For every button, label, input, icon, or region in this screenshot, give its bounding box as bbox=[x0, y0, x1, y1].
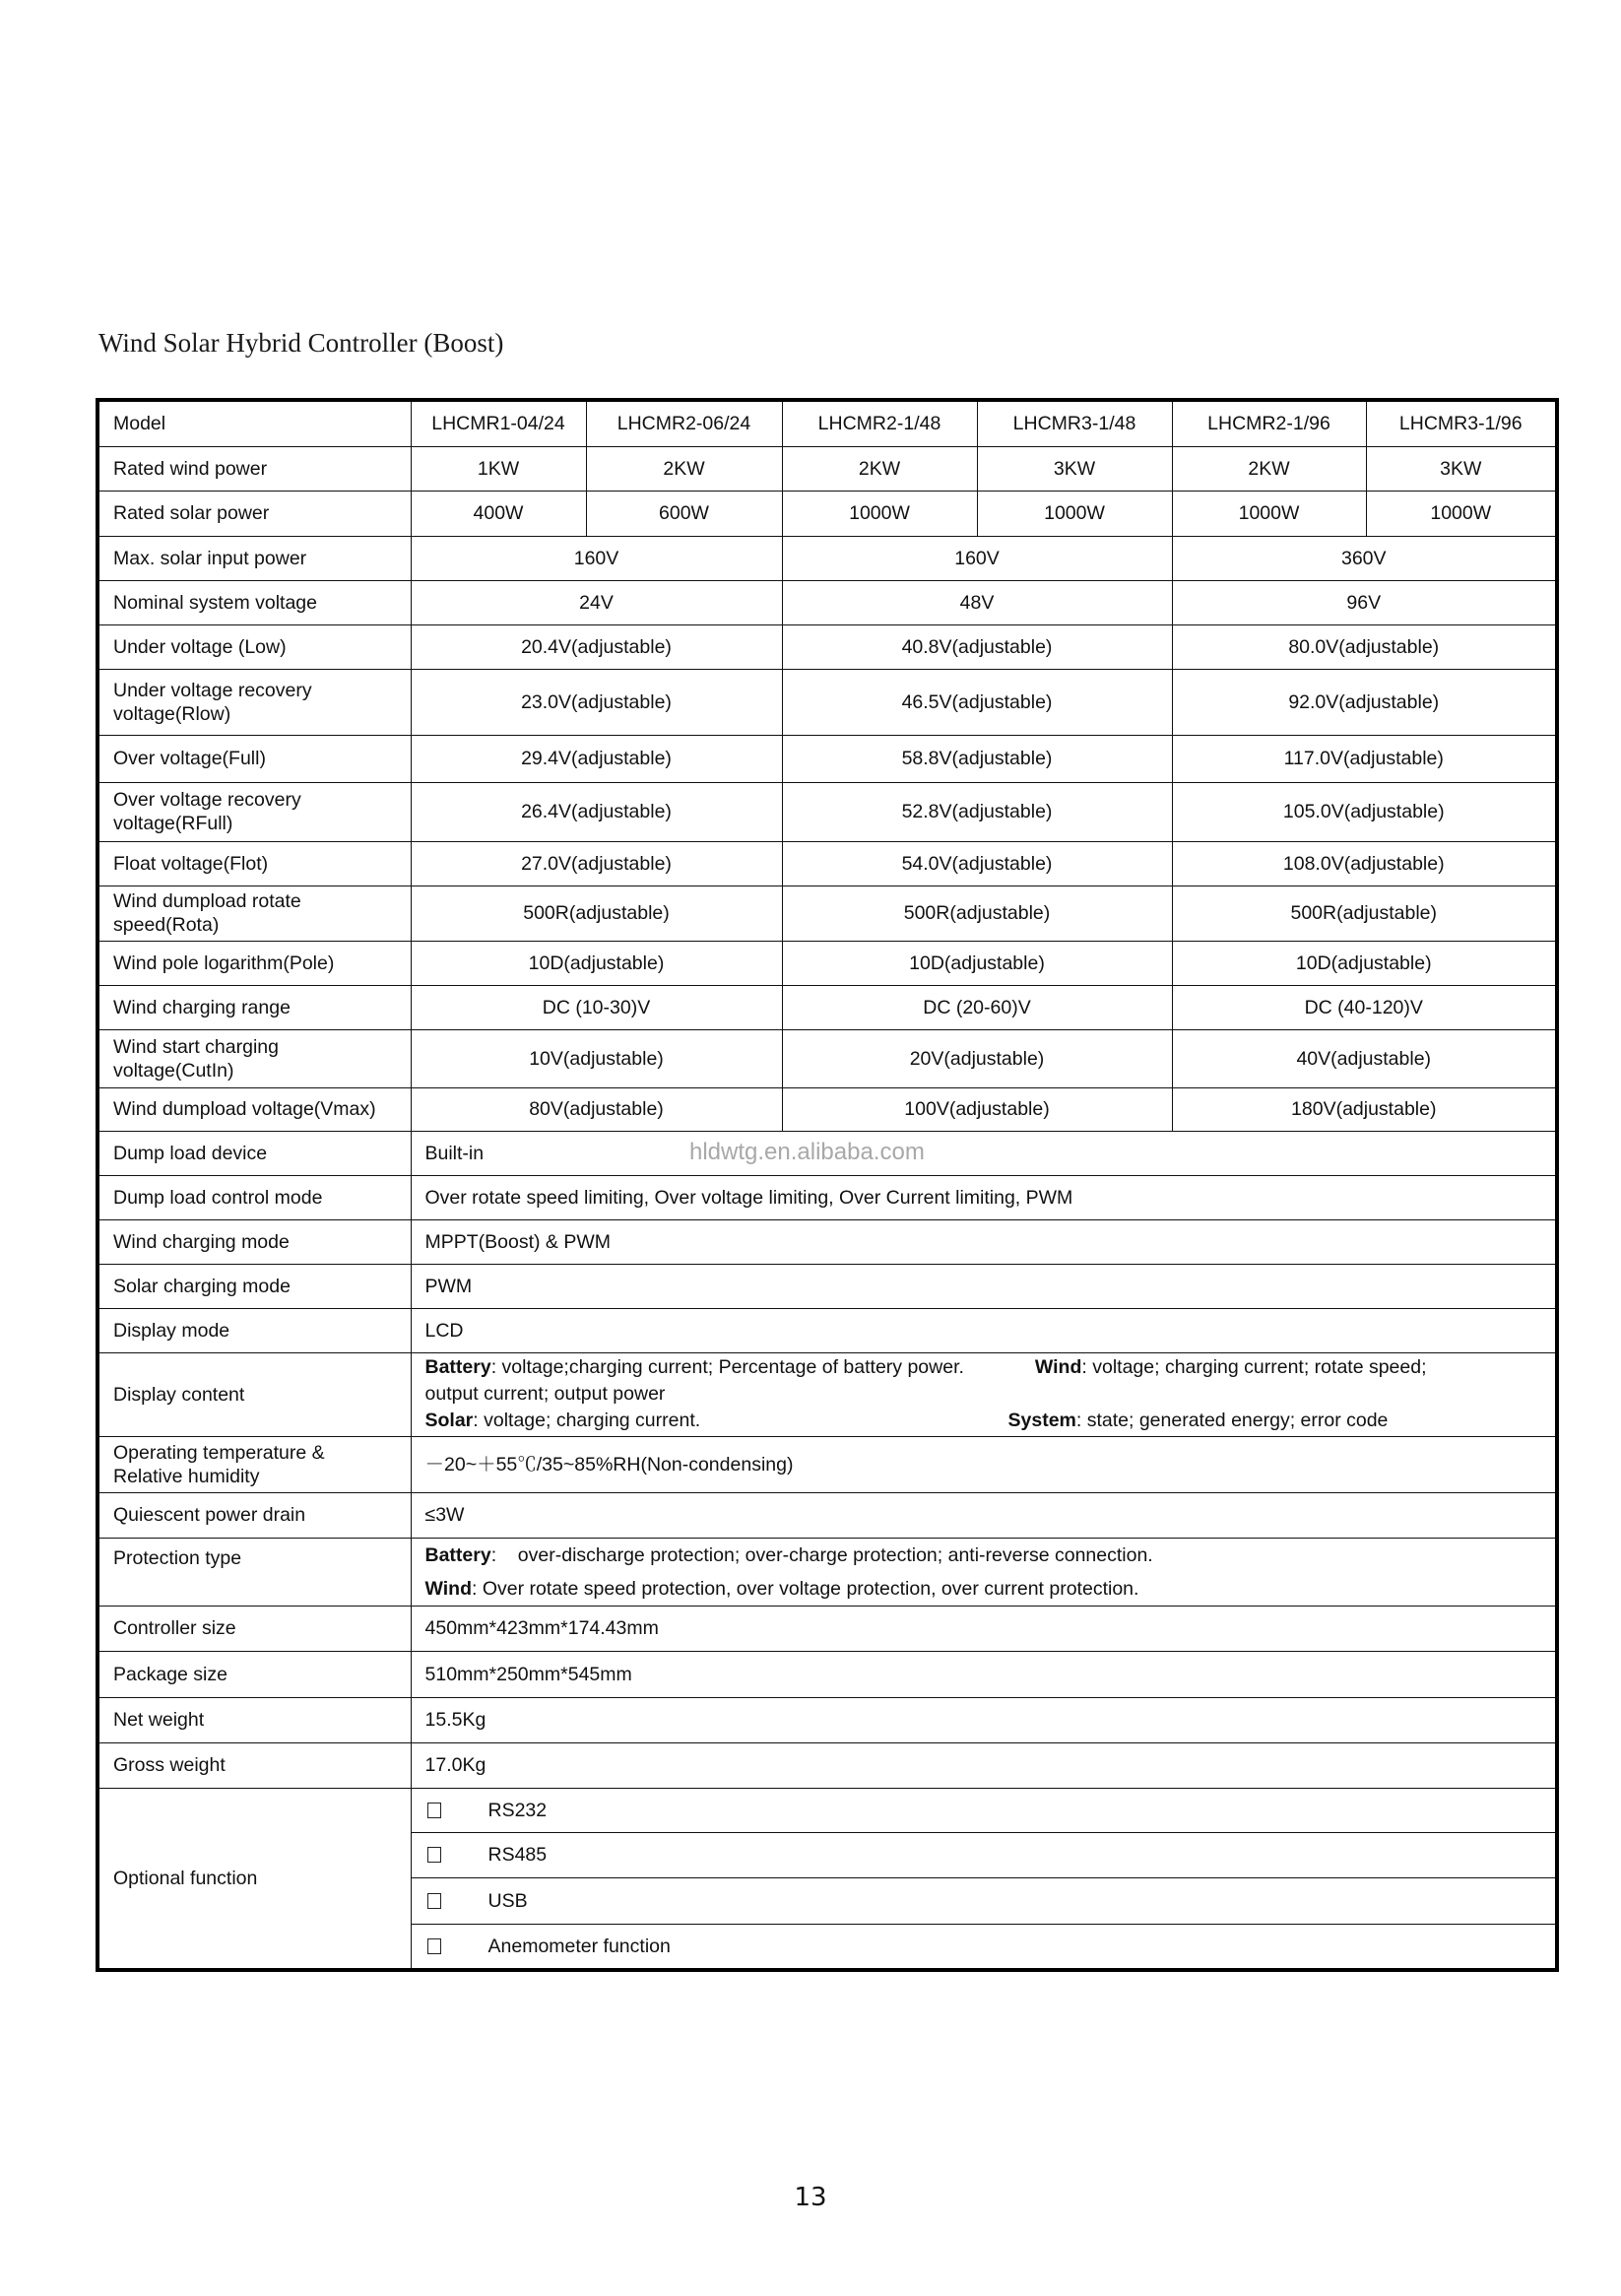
table-row-quiescent bbox=[97, 1492, 1557, 1538]
display-line-1 bbox=[425, 1354, 1556, 1381]
value-cell: 500R(adjustable) bbox=[1172, 886, 1557, 941]
optional-item-label: Anemometer function bbox=[487, 1935, 671, 1957]
model-cell: LHCMR1-04/24 bbox=[411, 400, 586, 446]
model-cell: LHCMR3-1/48 bbox=[977, 400, 1172, 446]
value-cell: DC (20-60)V bbox=[782, 985, 1172, 1029]
row-label: Max. solar input power bbox=[97, 536, 411, 580]
value-cell: 10D(adjustable) bbox=[1172, 941, 1557, 985]
page-number: 13 bbox=[794, 2183, 827, 2212]
row-label: Protection type bbox=[97, 1538, 411, 1606]
model-cell: LHCMR2-06/24 bbox=[586, 400, 782, 446]
system-value: : state; generated energy; error code bbox=[1075, 1410, 1389, 1431]
row-label: Under voltage (Low) bbox=[97, 624, 411, 669]
table-row-tail bbox=[97, 1742, 1557, 1788]
value-cell: 10V(adjustable) bbox=[411, 1029, 782, 1087]
wind-key: Wind bbox=[424, 1577, 472, 1600]
solar-value: : voltage; charging current. bbox=[473, 1410, 701, 1431]
row-label: Gross weight bbox=[97, 1742, 411, 1788]
row-label: Quiescent power drain bbox=[97, 1492, 411, 1538]
protection-battery-line bbox=[425, 1539, 1556, 1572]
table-row-grouped bbox=[97, 669, 1557, 735]
value-cell: 23.0V(adjustable) bbox=[411, 669, 782, 735]
value-cell: 105.0V(adjustable) bbox=[1172, 782, 1557, 841]
value-cell: 500R(adjustable) bbox=[411, 886, 782, 941]
table-row-grouped bbox=[97, 985, 1557, 1029]
table-row-common bbox=[97, 1264, 1557, 1308]
protection-wind-line bbox=[425, 1572, 1556, 1606]
table-row-grouped bbox=[97, 782, 1557, 841]
row-label: Dump load device bbox=[97, 1131, 411, 1175]
table-row-grouped bbox=[97, 536, 1557, 580]
optional-item bbox=[411, 1832, 1557, 1877]
value-cell: 54.0V(adjustable) bbox=[782, 841, 1172, 886]
row-label: Display content bbox=[97, 1352, 411, 1436]
optional-item bbox=[411, 1924, 1557, 1970]
value-cell: 1000W bbox=[1366, 491, 1557, 536]
value-cell: 10D(adjustable) bbox=[411, 941, 782, 985]
value-cell: 117.0V(adjustable) bbox=[1172, 735, 1557, 782]
value-cell: 2KW bbox=[1172, 446, 1366, 491]
value-cell: 1000W bbox=[977, 491, 1172, 536]
value-cell: 3KW bbox=[977, 446, 1172, 491]
value-cell: Over rotate speed limiting, Over voltage limiting, Over Current limiting, PWM bbox=[411, 1175, 1557, 1219]
row-label: Float voltage(Flot) bbox=[97, 841, 411, 886]
table-row-rated-solar-power bbox=[97, 491, 1557, 536]
value-cell: 500R(adjustable) bbox=[782, 886, 1172, 941]
value-cell: 48V bbox=[782, 580, 1172, 624]
value-cell: 1KW bbox=[411, 446, 586, 491]
battery-value: : voltage;charging current; Percentage of battery power. bbox=[490, 1356, 964, 1378]
value-cell: 2KW bbox=[782, 446, 977, 491]
table-row-rated-wind-power bbox=[97, 446, 1557, 491]
value-cell: 3KW bbox=[1366, 446, 1557, 491]
value-cell: 80.0V(adjustable) bbox=[1172, 624, 1557, 669]
table-row-optional bbox=[97, 1788, 1557, 1832]
checkbox-icon[interactable] bbox=[427, 1938, 441, 1954]
table-row-grouped bbox=[97, 1029, 1557, 1087]
row-label: Over voltage recovery voltage(RFull) bbox=[97, 782, 411, 841]
value-cell: LCD bbox=[411, 1308, 1557, 1352]
row-label: Display mode bbox=[97, 1308, 411, 1352]
row-label: Wind charging range bbox=[97, 985, 411, 1029]
value-cell: 17.0Kg bbox=[411, 1742, 1557, 1788]
table-row-grouped bbox=[97, 580, 1557, 624]
optional-item-label: RS485 bbox=[487, 1844, 548, 1866]
row-label: Wind dumpload rotate speed(Rota) bbox=[97, 886, 411, 941]
table-row-common bbox=[97, 1175, 1557, 1219]
value-cell: 26.4V(adjustable) bbox=[411, 782, 782, 841]
row-label: Under voltage recovery voltage(Rlow) bbox=[97, 669, 411, 735]
value-cell: 2KW bbox=[586, 446, 782, 491]
value-cell: 27.0V(adjustable) bbox=[411, 841, 782, 886]
value-cell: 10D(adjustable) bbox=[782, 941, 1172, 985]
display-line-3 bbox=[425, 1408, 1556, 1434]
row-label: Package size bbox=[97, 1651, 411, 1697]
wind-key: Wind bbox=[1034, 1356, 1082, 1378]
value-cell: 160V bbox=[782, 536, 1172, 580]
value-cell: 20.4V(adjustable) bbox=[411, 624, 782, 669]
table-row-common bbox=[97, 1219, 1557, 1264]
checkbox-icon[interactable] bbox=[427, 1847, 441, 1863]
value-cell: 80V(adjustable) bbox=[411, 1087, 782, 1131]
value-cell: 510mm*250mm*545mm bbox=[411, 1651, 1557, 1697]
table-row-protection bbox=[97, 1538, 1557, 1606]
row-label: Dump load control mode bbox=[97, 1175, 411, 1219]
value-cell: 450mm*423mm*174.43mm bbox=[411, 1606, 1557, 1651]
value-cell: 108.0V(adjustable) bbox=[1172, 841, 1557, 886]
value-cell: Built-in bbox=[411, 1131, 1557, 1175]
solar-key: Solar bbox=[424, 1410, 474, 1431]
row-label: Wind pole logarithm(Pole) bbox=[97, 941, 411, 985]
spec-table bbox=[96, 398, 1559, 1972]
table-row-grouped bbox=[97, 1087, 1557, 1131]
table-row-tail bbox=[97, 1606, 1557, 1651]
value-cell: 360V bbox=[1172, 536, 1557, 580]
value-cell: －20~＋55℃/35~85%RH(Non-condensing) bbox=[411, 1436, 1557, 1492]
value-cell: 92.0V(adjustable) bbox=[1172, 669, 1557, 735]
row-label: Wind charging mode bbox=[97, 1219, 411, 1264]
row-label: Solar charging mode bbox=[97, 1264, 411, 1308]
row-label: Wind dumpload voltage(Vmax) bbox=[97, 1087, 411, 1131]
table-row-grouped bbox=[97, 841, 1557, 886]
watermark: hldwtg.en.alibaba.com bbox=[689, 1139, 925, 1165]
battery-key: Battery bbox=[424, 1543, 491, 1566]
value-cell: 20V(adjustable) bbox=[782, 1029, 1172, 1087]
value-cell: ≤3W bbox=[411, 1492, 1557, 1538]
value-cell: MPPT(Boost) & PWM bbox=[411, 1219, 1557, 1264]
value-cell: 180V(adjustable) bbox=[1172, 1087, 1557, 1131]
value-cell: 15.5Kg bbox=[411, 1697, 1557, 1742]
table-row-tail bbox=[97, 1651, 1557, 1697]
row-label: Controller size bbox=[97, 1606, 411, 1651]
value-cell: 600W bbox=[586, 491, 782, 536]
table-row-grouped bbox=[97, 624, 1557, 669]
protection-cell bbox=[411, 1538, 1557, 1606]
table-row-grouped bbox=[97, 735, 1557, 782]
row-label: Net weight bbox=[97, 1697, 411, 1742]
row-label: Optional function bbox=[97, 1788, 411, 1970]
row-label: Rated wind power bbox=[97, 446, 411, 491]
value-cell: 24V bbox=[411, 580, 782, 624]
value-cell: 96V bbox=[1172, 580, 1557, 624]
row-label: Model bbox=[97, 400, 411, 446]
model-cell: LHCMR2-1/96 bbox=[1172, 400, 1366, 446]
table-row-grouped bbox=[97, 941, 1557, 985]
value-cell: 40.8V(adjustable) bbox=[782, 624, 1172, 669]
display-content-cell bbox=[411, 1352, 1557, 1436]
battery-value: : over-discharge protection; over-charge protection; anti-reverse connection. bbox=[490, 1543, 1153, 1566]
value-cell: 100V(adjustable) bbox=[782, 1087, 1172, 1131]
optional-item-label: USB bbox=[487, 1889, 528, 1912]
model-cell: LHCMR3-1/96 bbox=[1366, 400, 1557, 446]
row-label: Operating temperature & Relative humidity bbox=[97, 1436, 411, 1492]
row-label: Rated solar power bbox=[97, 491, 411, 536]
value-cell: DC (10-30)V bbox=[411, 985, 782, 1029]
value-cell: 40V(adjustable) bbox=[1172, 1029, 1557, 1087]
optional-item-label: RS232 bbox=[487, 1799, 548, 1821]
value-cell: 1000W bbox=[1172, 491, 1366, 536]
table-row-grouped bbox=[97, 886, 1557, 941]
display-line-2: output current; output power bbox=[424, 1383, 666, 1405]
table-row-operating-env bbox=[97, 1436, 1557, 1492]
row-label: Over voltage(Full) bbox=[97, 735, 411, 782]
row-label: Nominal system voltage bbox=[97, 580, 411, 624]
value-cell: PWM bbox=[411, 1264, 1557, 1308]
checkbox-icon[interactable] bbox=[427, 1803, 441, 1818]
value-cell: 52.8V(adjustable) bbox=[782, 782, 1172, 841]
optional-item bbox=[411, 1877, 1557, 1924]
optional-item bbox=[411, 1788, 1557, 1832]
table-row-common bbox=[97, 1131, 1557, 1175]
value-cell: DC (40-120)V bbox=[1172, 985, 1557, 1029]
table-row-tail bbox=[97, 1697, 1557, 1742]
value-cell: 160V bbox=[411, 536, 782, 580]
row-label: Wind start charging voltage(CutIn) bbox=[97, 1029, 411, 1087]
table-row-common bbox=[97, 1308, 1557, 1352]
table-row-display-content bbox=[97, 1352, 1557, 1436]
page-title: Wind Solar Hybrid Controller (Boost) bbox=[98, 328, 504, 358]
model-cell: LHCMR2-1/48 bbox=[782, 400, 977, 446]
value-cell: 400W bbox=[411, 491, 586, 536]
value-cell: 46.5V(adjustable) bbox=[782, 669, 1172, 735]
value-cell: 1000W bbox=[782, 491, 977, 536]
value-cell: 29.4V(adjustable) bbox=[411, 735, 782, 782]
wind-value: : Over rotate speed protection, over voltage protection, over current protection. bbox=[471, 1577, 1139, 1600]
wind-value: : voltage; charging current; rotate speed; bbox=[1081, 1356, 1427, 1378]
table-row-model bbox=[97, 400, 1557, 446]
battery-key: Battery bbox=[424, 1356, 491, 1378]
value-cell: 58.8V(adjustable) bbox=[782, 735, 1172, 782]
checkbox-icon[interactable] bbox=[427, 1893, 441, 1909]
system-key: System bbox=[1007, 1410, 1076, 1431]
